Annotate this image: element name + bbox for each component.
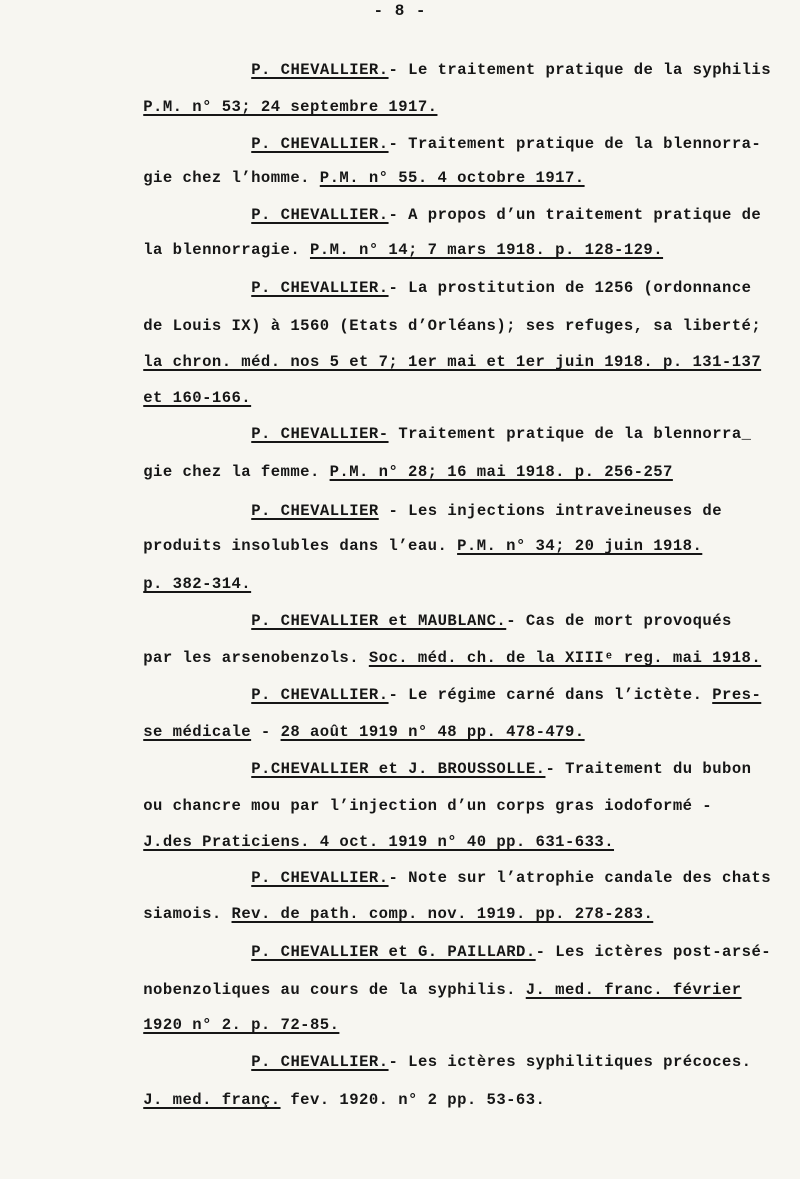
ref-title: - Traitement pratique de la blennorra- xyxy=(388,135,762,153)
ref-source: Soc. méd. ch. de la XIIIᵉ reg. mai 1918. xyxy=(368,649,762,667)
ref-title: - Le régime carné dans l’ictète. xyxy=(388,686,713,704)
ref-title: la blennorragie. xyxy=(143,241,310,259)
ref-title: - A propos d’un traitement pratique de xyxy=(388,206,762,224)
ref-source: 28 août 1919 n° 48 pp. 478-479. xyxy=(280,723,585,741)
ref-title: produits insolubles dans l’eau. xyxy=(143,537,458,555)
ref-author: P. CHEVALLIER. xyxy=(251,279,389,297)
ref-title: ou chancre mou par l’injection d’un corps gras iodoformé - xyxy=(143,797,713,815)
ref-title: gie chez la femme. xyxy=(143,463,330,481)
ref-author: P. CHEVALLIER. xyxy=(251,61,389,79)
ref-author: P. CHEVALLIER. xyxy=(251,1053,389,1071)
ref-author: P. CHEVALLIER- xyxy=(251,425,389,443)
ref-source: se médicale xyxy=(143,723,252,741)
ref-source: et 160-166. xyxy=(143,389,252,407)
ref-source: J. med. franc. février xyxy=(525,981,742,999)
ref-source: Rev. de path. comp. nov. 1919. pp. 278-283. xyxy=(231,905,654,923)
ref-title: - Les injections intraveineuses de xyxy=(378,502,723,520)
ref-title: - La prostitution de 1256 (ordonnance xyxy=(388,279,752,297)
ref-12-line-2 xyxy=(104,1070,545,1130)
ref-author: P. CHEVALLIER. xyxy=(251,869,389,887)
ref-title: - Les ictères syphilitiques précoces. xyxy=(388,1053,752,1071)
ref-title: - Les ictères post-arsé- xyxy=(535,943,772,961)
ref-source: J. med. franç. xyxy=(143,1091,281,1109)
ref-source: P.M. n° 14; 7 mars 1918. p. 128-129. xyxy=(309,241,664,259)
ref-source: p. 382-314. xyxy=(143,575,252,593)
ref-title: - Le traitement pratique de la syphilis xyxy=(388,61,772,79)
ref-source: la chron. méd. nos 5 et 7; 1er mai et 1er juin 1918. p. 131-137 xyxy=(143,353,762,371)
ref-author: P.CHEVALLIER et J. BROUSSOLLE. xyxy=(251,760,546,778)
ref-source: P.M. n° 28; 16 mai 1918. p. 256-257 xyxy=(329,463,673,481)
ref-title: de Louis IX) à 1560 (Etats d’Orléans); ses refuges, sa liberté; xyxy=(143,317,762,335)
ref-source: 1920 n° 2. p. 72-85. xyxy=(143,1016,340,1034)
ref-source: P.M. n° 53; 24 septembre 1917. xyxy=(143,98,438,116)
ref-source: Pres- xyxy=(712,686,762,704)
ref-title: - Cas de mort provoqués xyxy=(506,612,732,630)
ref-separator: - xyxy=(251,723,281,741)
ref-author: P. CHEVALLIER. xyxy=(251,206,389,224)
ref-author: P. CHEVALLIER. xyxy=(251,686,389,704)
ref-author: P. CHEVALLIER xyxy=(251,502,379,520)
page-number: - 8 - xyxy=(373,2,427,20)
ref-title: - Note sur l’atrophie candale des chats xyxy=(388,869,772,887)
ref-source: P.M. n° 34; 20 juin 1918. xyxy=(457,537,703,555)
ref-title: gie chez l’homme. xyxy=(143,169,320,187)
ref-title: par les arsenobenzols. xyxy=(143,649,369,667)
ref-title: Traitement pratique de la blennorra_ xyxy=(388,425,752,443)
ref-author: P. CHEVALLIER. xyxy=(251,135,389,153)
ref-source: P.M. n° 55. 4 octobre 1917. xyxy=(319,169,585,187)
ref-source: J.des Praticiens. 4 oct. 1919 n° 40 pp. 631-633. xyxy=(143,833,615,851)
ref-title: siamois. xyxy=(143,905,232,923)
ref-title: nobenzoliques au cours de la syphilis. xyxy=(143,981,526,999)
ref-title: - Traitement du bubon xyxy=(545,760,752,778)
ref-author: P. CHEVALLIER et G. PAILLARD. xyxy=(251,943,536,961)
ref-author: P. CHEVALLIER et MAUBLANC. xyxy=(251,612,507,630)
ref-source-tail: fev. 1920. n° 2 pp. 53-63. xyxy=(280,1091,546,1109)
